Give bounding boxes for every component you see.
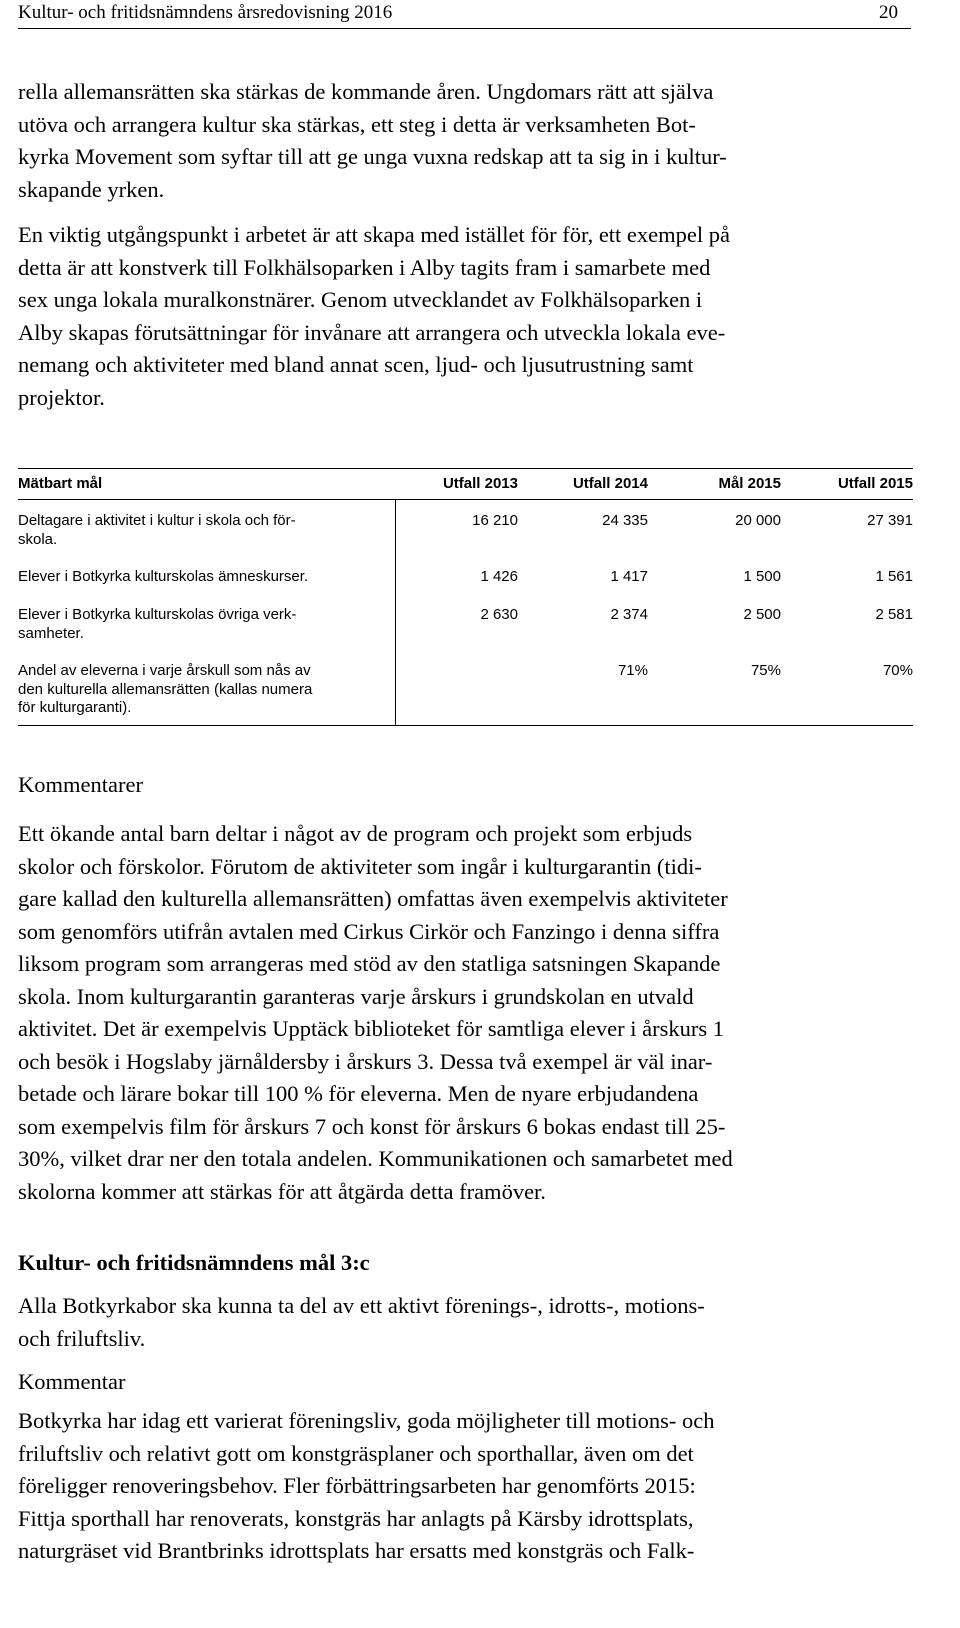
row-label-line: Elever i Botkyrka kulturskolas ämneskurser. (18, 568, 309, 585)
column-header-2014: Utfall 2014 (572, 475, 648, 492)
intro-paragraph-2 (18, 219, 918, 414)
text-line: skolorna kommer att stärkas för att åtgärda detta framöver. (18, 1178, 546, 1204)
text-line: skolor och förskolor. Förutom de aktiviteter som ingår i kulturgarantin (tidi- (18, 853, 702, 879)
table-header-rule (18, 499, 913, 500)
table-cell: 70% (882, 662, 913, 679)
table-row-label (18, 512, 388, 549)
text-line: sex unga lokala muralkonstnärer. Genom utvecklandet av Folkhälsoparken i (18, 287, 703, 312)
text-line: Ett ökande antal barn deltar i något av de program och projekt som erbjuds (18, 821, 693, 846)
header-title: Kultur- och fritidsnämndens årsredovisning 2016 (18, 2, 393, 23)
text-line: nemang och aktiviteter med bland annat scen, ljud- och ljusutrustning samt (18, 352, 694, 377)
text-line: och friluftsliv. (18, 1325, 146, 1351)
text-line: Fittja sporthall har renoverats, konstgräs har anlagts på Kärsby idrottsplats, (18, 1505, 694, 1531)
table-cell: 1 500 (743, 568, 781, 585)
table-row-label (18, 568, 388, 587)
page-header (18, 0, 898, 26)
text-line: skola. Inom kulturgarantin garanteras varje årskurs i grundskolan en utvald (18, 983, 694, 1009)
row-label-line: Deltagare i aktivitet i kultur i skola och för- (18, 512, 296, 529)
text-line: naturgräset vid Brantbrinks idrottsplats har ersatts med konstgräs och Falk- (18, 1538, 695, 1563)
table-bottom-rule (18, 725, 913, 726)
text-line: rella allemansrätten ska stärkas de kommande åren. Ungdomars rätt att själva (18, 79, 714, 104)
row-label-line: den kulturella allemansrätten (kallas numera (18, 680, 313, 698)
table-top-rule (18, 468, 913, 469)
table-cell: 16 210 (472, 512, 518, 529)
column-header-goal-2015: Mål 2015 (718, 475, 781, 492)
intro-paragraph-1 (18, 76, 918, 206)
text-line: gare kallad den kulturella allemansrätten) omfattas även exempelvis aktiviteter (18, 886, 728, 911)
comment-heading: Kommentar (18, 1369, 126, 1394)
table-cell: 27 391 (867, 512, 913, 529)
text-line: detta är att konstverk till Folkhälsoparken i Alby tagits fram i samarbete med (18, 254, 711, 280)
goal-heading: Kultur- och fritidsnämndens mål 3:c (18, 1250, 370, 1275)
header-divider (18, 28, 911, 29)
table-cell: 1 426 (480, 568, 518, 585)
page-number: 20 (879, 2, 898, 23)
text-line: skapande yrken. (18, 176, 165, 202)
table-cell: 75% (750, 662, 781, 679)
comments-paragraph (18, 818, 918, 1208)
goal-paragraph (18, 1290, 918, 1355)
text-line: som genomförs utifrån avtalen med Cirkus Cirkör och Fanzingo i denna siffra (18, 918, 720, 944)
table-cell: 2 374 (610, 606, 648, 623)
comment-paragraph (18, 1405, 918, 1568)
row-label-line: Elever i Botkyrka kulturskolas övriga verk- (18, 606, 297, 623)
table-cell: 20 000 (735, 512, 781, 529)
text-line: Alby skapas förutsättningar för invånare att arrangera och utveckla lokala eve- (18, 319, 726, 345)
text-line: Botkyrka har idag ett varierat föreningsliv, goda möjligheter till motions- och (18, 1408, 715, 1433)
table-column-divider (395, 499, 396, 726)
table-cell: 2 581 (875, 606, 913, 623)
table-row-label (18, 662, 388, 718)
table-cell: 1 417 (610, 568, 648, 585)
row-label-line: samheter. (18, 624, 84, 642)
measurable-goals-table (18, 468, 915, 726)
table-cell: 2 630 (480, 606, 518, 623)
row-label-line: för kulturgaranti). (18, 699, 132, 716)
table-cell: 1 561 (875, 568, 913, 585)
comments-heading: Kommentarer (18, 772, 143, 797)
text-line: föreligger renoveringsbehov. Fler förbättringsarbeten har genomförts 2015: (18, 1473, 696, 1498)
text-line: aktivitet. Det är exempelvis Upptäck biblioteket för samtliga elever i årskurs 1 (18, 1016, 725, 1041)
table-cell: 2 500 (743, 606, 781, 623)
text-line: Alla Botkyrkabor ska kunna ta del av ett aktivt förenings-, idrotts-, motions- (18, 1293, 705, 1318)
column-header-2013: Utfall 2013 (442, 475, 518, 492)
text-line: och besök i Hogslaby järnåldersby i årskurs 3. Dessa två exempel är väl inar- (18, 1048, 713, 1074)
table-row-label (18, 606, 388, 643)
text-line: 30%, vilket drar ner den totala andelen. Kommunikationen och samarbetet med (18, 1146, 733, 1171)
text-line: friluftsliv och relativt gott om konstgräsplaner och sporthallar, även om det (18, 1440, 694, 1466)
text-line: utöva och arrangera kultur ska stärkas, ett steg i detta är verksamheten Bot- (18, 111, 696, 137)
row-label-line: skola. (18, 530, 58, 548)
row-label-line: Andel av eleverna i varje årskull som nås av (18, 662, 311, 679)
text-line: En viktig utgångspunkt i arbetet är att skapa med istället för för, ett exempel på (18, 222, 731, 247)
text-line: som exempelvis film för årskurs 7 och konst för årskurs 6 bokas endast till 25- (18, 1113, 726, 1139)
text-line: betade och lärare bokar till 100 % för eleverna. Men de nyare erbjudandena (18, 1081, 699, 1106)
text-line: kyrka Movement som syftar till att ge unga vuxna redskap att ta sig in i kultur- (18, 144, 727, 169)
text-line: liksom program som arrangeras med stöd av den statliga satsningen Skapande (18, 951, 721, 976)
table-cell: 24 335 (602, 512, 648, 529)
text-line: projektor. (18, 384, 105, 410)
column-header-goal: Mätbart mål (18, 475, 103, 492)
table-cell: 71% (617, 662, 648, 679)
column-header-2015: Utfall 2015 (837, 475, 913, 492)
